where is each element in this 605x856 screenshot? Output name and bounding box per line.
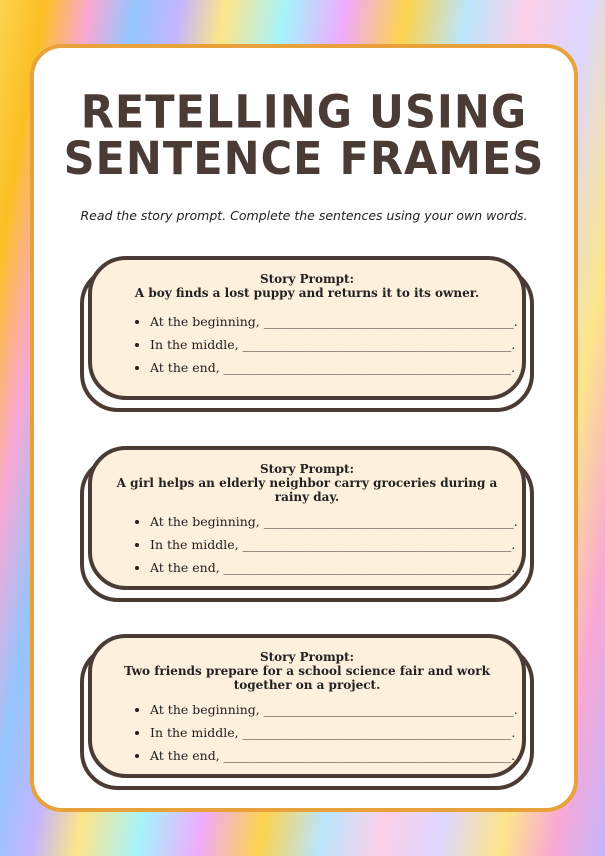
frame-beginning: • At the beginning, ________________________________________. xyxy=(150,514,522,529)
frame-end: • At the end, ______________________________________________. xyxy=(150,748,522,763)
frame-beginning: • At the beginning, ________________________________________. xyxy=(150,314,522,329)
worksheet-title xyxy=(34,86,574,186)
prompt-box-1 xyxy=(84,256,524,396)
prompt-box-2 xyxy=(84,446,524,586)
prompt-box-3 xyxy=(84,634,524,774)
frame-middle: • In the middle, ___________________________________________. xyxy=(150,337,522,352)
prompt-text: Two friends prepare for a school science fair and work together on a project. xyxy=(124,664,490,692)
title-line-1: RETELLING USING xyxy=(80,86,528,140)
frame-end: • At the end, ______________________________________________. xyxy=(150,560,522,575)
prompt-text: A girl helps an elderly neighbor carry groceries during a rainy day. xyxy=(116,476,498,504)
worksheet-card xyxy=(30,44,578,812)
prompt-heading xyxy=(92,650,522,692)
prompt-card xyxy=(88,446,526,590)
prompt-label: Story Prompt: xyxy=(259,462,355,476)
frame-end: • At the end, ______________________________________________. xyxy=(150,360,522,375)
prompt-card xyxy=(88,256,526,400)
prompt-heading xyxy=(92,272,522,300)
prompt-heading xyxy=(92,462,522,504)
frame-middle: • In the middle, ___________________________________________. xyxy=(150,537,522,552)
sentence-frames xyxy=(138,314,522,375)
prompt-label: Story Prompt: xyxy=(259,272,355,286)
prompt-text: A boy finds a lost puppy and returns it to its owner. xyxy=(134,286,480,300)
title-line-2: SENTENCE FRAMES xyxy=(63,132,545,186)
prompt-card xyxy=(88,634,526,778)
sentence-frames xyxy=(138,702,522,763)
frame-beginning: • At the beginning, ________________________________________. xyxy=(150,702,522,717)
prompt-label: Story Prompt: xyxy=(259,650,355,664)
frame-middle: • In the middle, ___________________________________________. xyxy=(150,725,522,740)
sentence-frames xyxy=(138,514,522,575)
instructions: Read the story prompt. Complete the sentences using your own words. xyxy=(80,208,528,223)
